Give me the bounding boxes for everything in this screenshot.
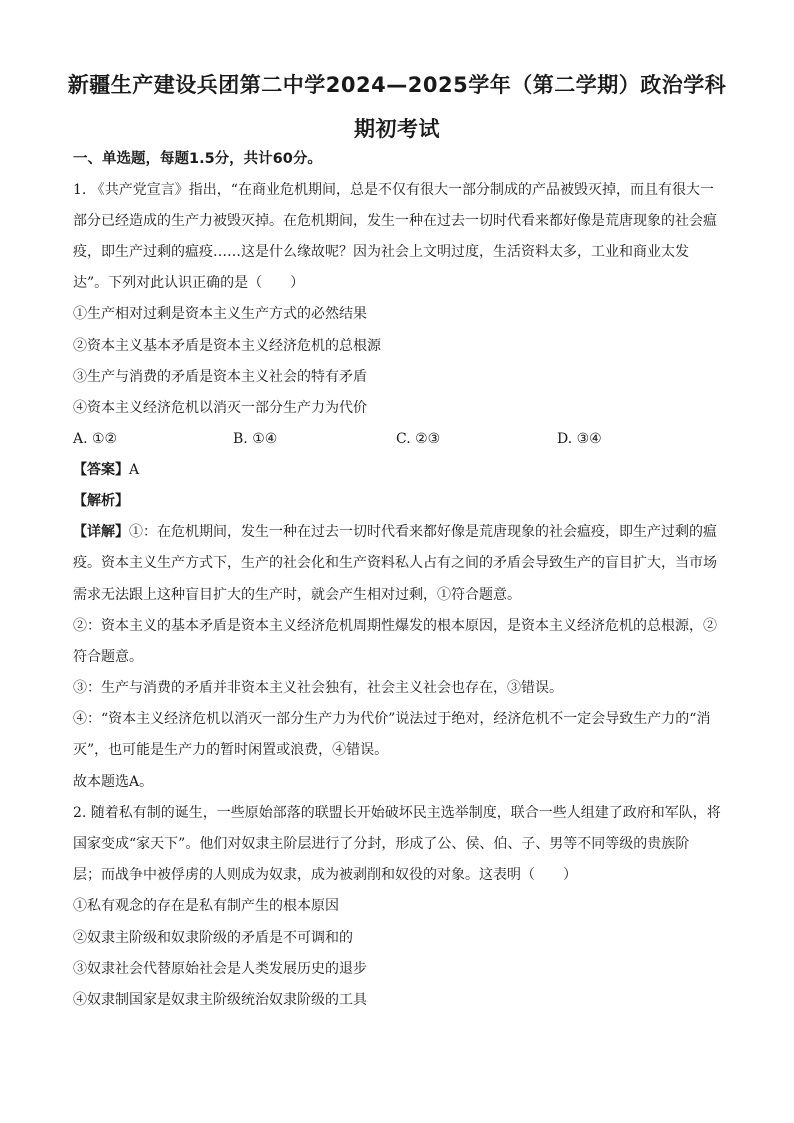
q2-stem-line: 2. 随着私有制的诞生，一些原始部落的联盟长开始破坏民主选举制度，联合一些人组建了政府和军队，将 bbox=[73, 805, 721, 821]
q1-stem-line: 疫，即生产过剩的瘟疫……这是什么缘故呢？因为社会上文明过度，生活资料太多，工业和商业太发 bbox=[73, 244, 689, 260]
q1-statement-1: ①生产相对过剩是资本主义生产方式的必然结果 bbox=[73, 306, 367, 322]
q1-detail-line: 符合题意。 bbox=[73, 649, 143, 665]
q1-detail-line: 疫。资本主义生产方式下，生产的社会化和生产资料私人占有之间的矛盾会导致生产的盲目扩大，当市场 bbox=[73, 555, 717, 571]
q1-stem-line: 达”。下列对此认识正确的是（ ） bbox=[73, 275, 305, 291]
detail-tag: 【详解】 bbox=[73, 524, 129, 540]
q1-detail-line: ②：资本主义的基本矛盾是资本主义经济危机周期性爆发的根本原因，是资本主义经济危机的总根源，② bbox=[73, 618, 717, 634]
analysis-tag: 【解析】 bbox=[73, 493, 129, 509]
q1-stem-line: 1. 《共产党宣言》指出，“在商业危机期间，总是不仅有很大一部分制成的产品被毁灭掉，而且有很大一 bbox=[73, 182, 714, 198]
q1-option-a: A. ①② bbox=[73, 431, 118, 447]
q1-statement-2: ②资本主义基本矛盾是资本主义经济危机的总根源 bbox=[73, 338, 381, 354]
q1-statement-3: ③生产与消费的矛盾是资本主义社会的特有矛盾 bbox=[73, 369, 367, 385]
q1-detail-conclusion: 故本题选A。 bbox=[73, 774, 154, 790]
answer-value: A bbox=[129, 462, 140, 478]
answer-tag: 【答案】 bbox=[73, 462, 129, 478]
q1-detail-line bbox=[73, 523, 717, 541]
q2-statement-2: ②奴隶主阶级和奴隶阶级的矛盾是不可调和的 bbox=[73, 930, 353, 946]
q1-stem-line: 部分已经造成的生产力被毁灭掉。在危机期间，发生一种在过去一切时代看来都好像是荒唐现象的社会瘟 bbox=[73, 213, 717, 229]
detail-text: ①：在危机期间，发生一种在过去一切时代看来都好像是荒唐现象的社会瘟疫，即生产过剩的瘟 bbox=[129, 524, 717, 540]
exam-title-line1: 新疆生产建设兵团第二中学2024—2025学年（第二学期）政治学科 bbox=[67, 73, 727, 97]
q1-option-b: B. ①④ bbox=[233, 431, 278, 447]
q2-statement-3: ③奴隶社会代替原始社会是人类发展历史的退步 bbox=[73, 961, 367, 977]
q1-statement-4: ④资本主义经济危机以消灭一部分生产力为代价 bbox=[73, 400, 367, 416]
q1-option-d: D. ③④ bbox=[557, 431, 602, 447]
exam-title-line2: 期初考试 bbox=[354, 117, 440, 141]
q1-detail-line: ③：生产与消费的矛盾并非资本主义社会独有，社会主义社会也存在，③错误。 bbox=[73, 680, 563, 696]
section-heading: 一、单选题，每题1.5分，共计60分。 bbox=[73, 151, 322, 167]
q2-stem-line: 层；而战争中被俘虏的人则成为奴隶，成为被剥削和奴役的对象。这表明（ ） bbox=[73, 867, 577, 883]
q1-detail-line: 灭”，也可能是生产力的暂时闲置或浪费，④错误。 bbox=[73, 742, 389, 758]
q2-statement-4: ④奴隶制国家是奴隶主阶级统治奴隶阶级的工具 bbox=[73, 992, 367, 1008]
q1-detail-line: ④：“资本主义经济危机以消灭一部分生产力为代价”说法过于绝对，经济危机不一定会导致生产力的“消 bbox=[73, 711, 711, 727]
q1-option-c: C. ②③ bbox=[396, 431, 441, 447]
q1-analysis-tag bbox=[73, 492, 129, 510]
q1-detail-line: 需求无法跟上这种盲目扩大的生产时，就会产生相对过剩，①符合题意。 bbox=[73, 587, 521, 603]
q2-statement-1: ①私有观念的存在是私有制产生的根本原因 bbox=[73, 898, 339, 914]
q2-stem-line: 国家变成“家天下”。他们对奴隶主阶层进行了分封，形成了公、侯、伯、子、男等不同等级的贵族阶 bbox=[73, 836, 690, 852]
q1-answer bbox=[73, 461, 139, 479]
